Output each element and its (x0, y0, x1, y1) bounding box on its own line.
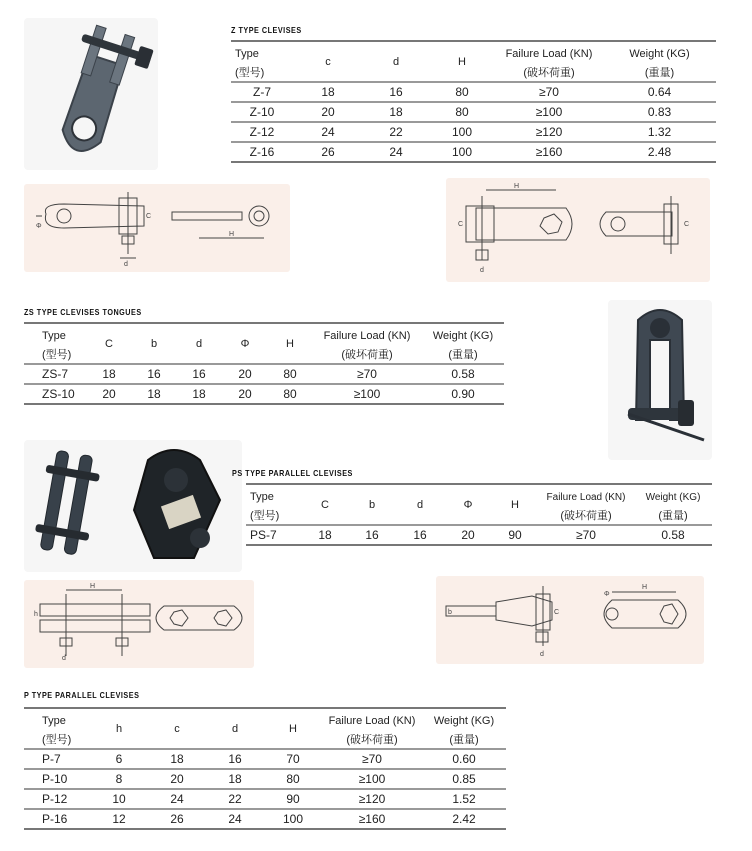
cell: ≥100 (495, 102, 603, 122)
p-spec-table (24, 707, 506, 830)
cell: ≥160 (322, 809, 422, 829)
cell: 10 (90, 789, 148, 809)
cell: PS-7 (246, 525, 302, 545)
drawing-label-d: d (480, 267, 484, 274)
table-row (24, 789, 506, 809)
cell: ≥70 (322, 749, 422, 769)
table-row (231, 102, 716, 122)
zs-header-weight: Weight (KG) (422, 323, 504, 345)
cell: 20 (293, 102, 363, 122)
cell: ≥120 (495, 122, 603, 142)
cell: 18 (132, 384, 176, 404)
cell: 80 (268, 364, 312, 384)
cell: 80 (268, 384, 312, 404)
z-header-load-cn: (破坏荷重) (523, 67, 575, 79)
drawing-label-c: C (554, 609, 560, 616)
cell: 16 (348, 525, 396, 545)
cell: 16 (206, 749, 264, 769)
ps-header-h: H (492, 484, 538, 525)
ps-section-title: PS TYPE PARALLEL CLEVISES (232, 468, 353, 478)
cell: 6 (90, 749, 148, 769)
ps-header-weight-cn: (重量) (658, 510, 688, 522)
z-header-load: Failure Load (KN) (495, 41, 603, 63)
cell: 16 (132, 364, 176, 384)
zs-header-b: b (132, 323, 176, 364)
ps-header-type-cn: (型号) (250, 510, 280, 522)
cell: 1.52 (422, 789, 506, 809)
table-row (231, 142, 716, 162)
cell: 0.60 (422, 749, 506, 769)
cell: Z-7 (231, 82, 293, 102)
z-header-d: d (363, 41, 429, 82)
cell: 0.90 (422, 384, 504, 404)
zs-drawing-panel (446, 178, 710, 282)
cell: P-10 (24, 769, 90, 789)
p-section-title: P TYPE PARALLEL CLEVISES (24, 690, 140, 700)
cell: Z-16 (231, 142, 293, 162)
drawing-label-h-small: h (34, 611, 38, 618)
ps-drawing-panel (24, 580, 254, 668)
table-row (24, 749, 506, 769)
drawing-label-c: C (458, 221, 464, 228)
table-row (24, 769, 506, 789)
cell: 90 (264, 789, 322, 809)
cell: 1.32 (603, 122, 716, 142)
cell: 18 (293, 82, 363, 102)
zs-header-type: Type (24, 323, 86, 345)
cell: ZS-7 (24, 364, 86, 384)
z-header-c: c (293, 41, 363, 82)
table-row (231, 122, 716, 142)
cell: 18 (86, 364, 132, 384)
cell: Z-12 (231, 122, 293, 142)
table-row (231, 82, 716, 102)
zs-section-title: ZS TYPE CLEVISES TONGUES (24, 307, 142, 317)
cell: 12 (90, 809, 148, 829)
cell: 24 (293, 122, 363, 142)
cell: 100 (429, 142, 495, 162)
zs-header-type-cn: (型号) (42, 349, 72, 361)
table-row (24, 384, 504, 404)
cell: ≥100 (322, 769, 422, 789)
drawing-label-d: d (540, 651, 544, 658)
cell: 26 (148, 809, 206, 829)
ps-header-type: Type (246, 484, 302, 506)
z-drawing-panel (24, 184, 290, 272)
cell: ≥70 (495, 82, 603, 102)
p-header-h-small: h (90, 708, 148, 749)
table-row (24, 809, 506, 829)
drawing-label-d: d (62, 655, 66, 662)
cell: ≥70 (538, 525, 634, 545)
p-header-load: Failure Load (KN) (322, 708, 422, 730)
table-row (246, 525, 712, 545)
cell: P-12 (24, 789, 90, 809)
z-spec-table (231, 40, 716, 163)
ps-header-load-cn: (破坏荷重) (560, 510, 612, 522)
cell: ≥70 (312, 364, 422, 384)
ps-header-weight: Weight (KG) (634, 484, 712, 506)
drawing-label-c: C (684, 221, 690, 228)
cell: 0.83 (603, 102, 716, 122)
zs-header-h: H (268, 323, 312, 364)
cell: 22 (363, 122, 429, 142)
cell: 18 (206, 769, 264, 789)
p-header-c: c (148, 708, 206, 749)
cell: 80 (429, 82, 495, 102)
zs-clevis-photo (608, 300, 712, 460)
z-header-weight-cn: (重量) (644, 67, 675, 79)
z-header-type-cn: (型号) (235, 67, 265, 79)
cell: 16 (176, 364, 222, 384)
p-header-h: H (264, 708, 322, 749)
cell: 70 (264, 749, 322, 769)
cell: 20 (222, 364, 268, 384)
cell: 0.58 (634, 525, 712, 545)
cell: 80 (429, 102, 495, 122)
cell: 20 (148, 769, 206, 789)
cell: ZS-10 (24, 384, 86, 404)
cell: P-16 (24, 809, 90, 829)
z-header-type: Type (231, 41, 293, 63)
p-header-type-cn: (型号) (42, 734, 72, 746)
ps-clevis-photo (24, 440, 242, 572)
cell: 18 (176, 384, 222, 404)
cell: 100 (429, 122, 495, 142)
cell: 0.85 (422, 769, 506, 789)
drawing-label-h: H (229, 231, 235, 238)
cell: 24 (148, 789, 206, 809)
cell: 80 (264, 769, 322, 789)
cell: 16 (396, 525, 444, 545)
drawing-label-d: d (124, 261, 128, 268)
cell: 8 (90, 769, 148, 789)
p-header-type: Type (24, 708, 90, 730)
cell: 18 (363, 102, 429, 122)
cell: 26 (293, 142, 363, 162)
ps-header-d: d (396, 484, 444, 525)
drawing-label-phi: Φ (36, 223, 42, 230)
p-header-d: d (206, 708, 264, 749)
drawing-label-h: H (90, 583, 96, 590)
table-row (24, 364, 504, 384)
ps-header-load: Failure Load (KN) (538, 484, 634, 506)
cell: P-7 (24, 749, 90, 769)
cell: 16 (363, 82, 429, 102)
p-header-load-cn: (破坏荷重) (346, 734, 398, 746)
zs-header-load: Failure Load (KN) (312, 323, 422, 345)
cell: 2.42 (422, 809, 506, 829)
cell: 24 (363, 142, 429, 162)
cell: 18 (148, 749, 206, 769)
drawing-label-c: C (146, 213, 152, 220)
cell: 18 (302, 525, 348, 545)
ps-header-b: b (348, 484, 396, 525)
cell: 20 (444, 525, 492, 545)
drawing-label-b: b (448, 609, 452, 616)
cell: 20 (222, 384, 268, 404)
ps-header-c: C (302, 484, 348, 525)
cell: ≥100 (312, 384, 422, 404)
p-header-weight-cn: (重量) (449, 734, 479, 746)
cell: 22 (206, 789, 264, 809)
z-header-weight: Weight (KG) (603, 41, 716, 63)
zs-header-load-cn: (破坏荷重) (341, 349, 393, 361)
p-header-weight: Weight (KG) (422, 708, 506, 730)
cell: 0.64 (603, 82, 716, 102)
zs-header-c: C (86, 323, 132, 364)
cell: 2.48 (603, 142, 716, 162)
cell: 100 (264, 809, 322, 829)
p-drawing-panel (436, 576, 704, 664)
z-clevis-photo (24, 18, 158, 170)
drawing-label-phi: Φ (604, 591, 610, 598)
ps-spec-table (246, 483, 712, 546)
cell: 20 (86, 384, 132, 404)
zs-header-d: d (176, 323, 222, 364)
z-section-title: Z TYPE CLEVISES (231, 25, 302, 35)
cell: Z-10 (231, 102, 293, 122)
zs-spec-table (24, 322, 504, 405)
drawing-label-h: H (642, 584, 648, 591)
cell: 0.58 (422, 364, 504, 384)
ps-header-phi: Φ (444, 484, 492, 525)
zs-header-weight-cn: (重量) (448, 349, 478, 361)
zs-header-phi: Φ (222, 323, 268, 364)
cell: ≥160 (495, 142, 603, 162)
cell: 24 (206, 809, 264, 829)
z-header-h: H (429, 41, 495, 82)
drawing-label-h: H (514, 183, 520, 190)
cell: 90 (492, 525, 538, 545)
cell: ≥120 (322, 789, 422, 809)
